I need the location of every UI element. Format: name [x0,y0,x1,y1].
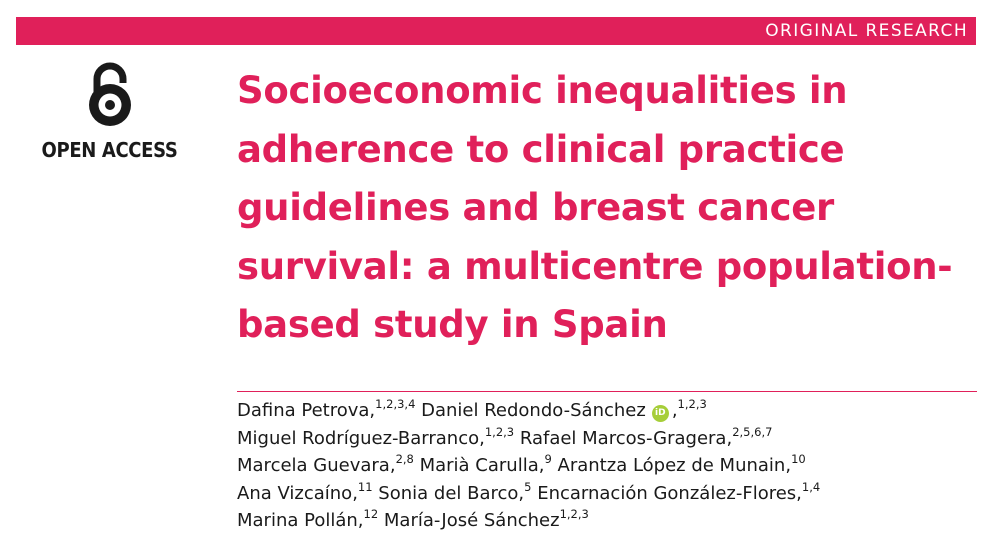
article-title [237,62,957,355]
author-name: Dafina Petrova, [237,400,376,421]
affiliation-marker: 1,2,3,4 [375,397,416,411]
author-separator: , [671,400,678,421]
author-list [237,397,977,535]
title-line: Socioeconomic inequalities in [237,69,848,112]
author-name: María-José Sánchez [383,510,560,532]
author-row [237,452,977,480]
affiliation-marker: 9 [544,452,552,467]
author-name: Encarnación González-Flores, [537,482,802,504]
title-divider [237,391,977,392]
open-access-badge [40,62,180,162]
affiliation-marker: 11 [357,479,373,494]
open-access-label: OPEN ACCESS [42,138,178,162]
author-name: Marcela Guevara, [237,455,396,477]
affiliation-marker: 1,2,3 [677,397,707,411]
affiliation-marker: 2,8 [395,452,414,467]
author-name: Marià Carulla, [419,455,545,477]
affiliation-marker: 12 [363,507,379,522]
author-row [237,425,977,453]
title-line: adherence to clinical practice [237,127,845,171]
author-row [237,397,977,425]
affiliation-marker: 5 [524,479,532,494]
affiliation-marker: 10 [791,452,806,467]
author-name: Miguel Rodríguez-Barranco, [237,427,485,449]
author-row [237,480,977,508]
affiliation-marker: 1,2,3 [559,507,589,522]
author-name: Daniel Redondo-Sánchez [421,400,646,421]
orcid-icon[interactable]: iD [652,405,669,422]
author-name: Rafael Marcos-Gragera, [519,427,733,449]
title-line: based study in Spain [237,303,668,346]
author-name: Sonia del Barco, [378,482,525,504]
title-line: guidelines and breast cancer [237,186,834,229]
title-line: survival: a multicentre population- [237,244,953,288]
affiliation-marker: 1,4 [801,479,821,494]
open-access-lock-icon [85,62,135,128]
affiliation-marker: 2,5,6,7 [732,424,773,439]
author-name: Ana Vizcaíno, [237,482,358,504]
author-name: Arantza López de Munain, [557,455,792,477]
affiliation-marker: 1,2,3 [484,424,515,439]
article-type-banner [16,17,976,45]
article-type-label: ORIGINAL RESEARCH [765,21,968,41]
author-name: Marina Pollán, [237,510,364,532]
author-row [237,507,977,535]
